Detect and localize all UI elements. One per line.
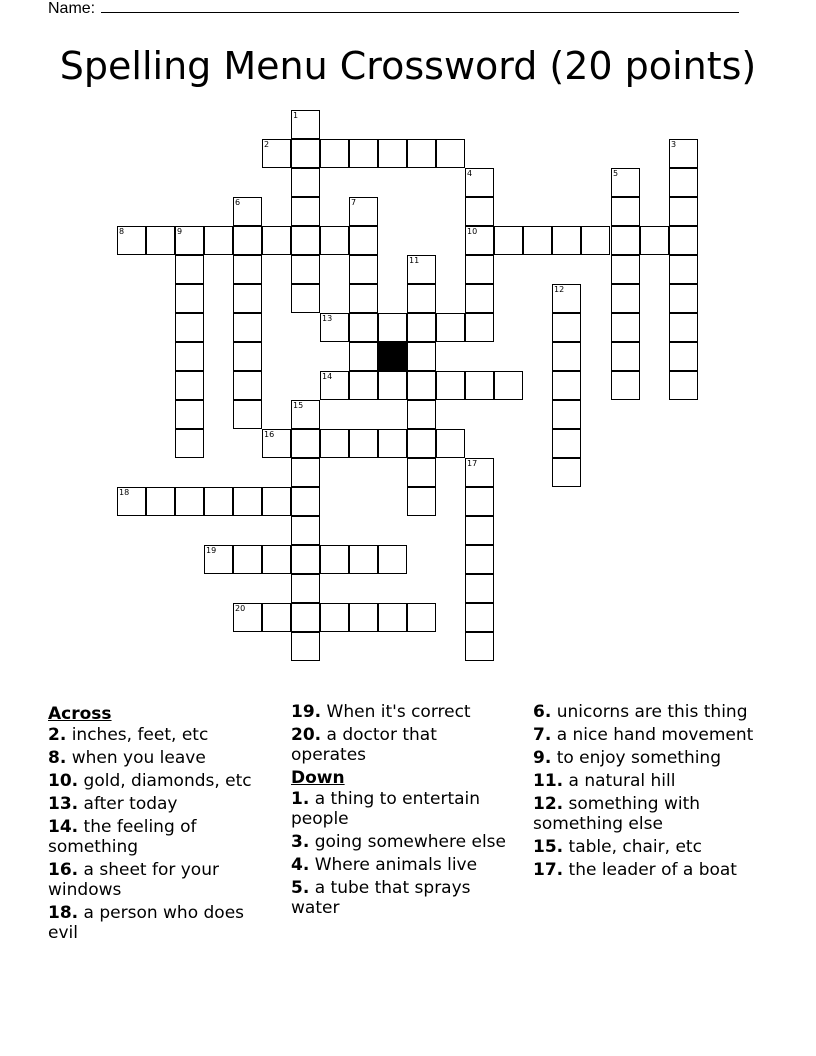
crossword-cell[interactable]	[233, 400, 262, 429]
crossword-cell[interactable]	[465, 487, 494, 516]
crossword-cell[interactable]	[611, 226, 640, 255]
crossword-cell[interactable]	[175, 342, 204, 371]
clue-across-14: 14. the feeling of something	[48, 817, 197, 857]
crossword-cell[interactable]	[407, 487, 436, 516]
crossword-cell[interactable]	[611, 342, 640, 371]
crossword-cell[interactable]	[262, 226, 291, 255]
crossword-cell[interactable]	[465, 255, 494, 284]
black-cell	[378, 342, 407, 371]
crossword-cell[interactable]	[320, 429, 349, 458]
crossword-cell[interactable]	[465, 632, 494, 661]
crossword-cell[interactable]	[204, 487, 233, 516]
crossword-cell[interactable]	[233, 342, 262, 371]
crossword-cell[interactable]	[611, 168, 640, 197]
crossword-cell[interactable]	[291, 574, 320, 603]
cell-number: 16	[264, 430, 275, 439]
crossword-cell[interactable]	[233, 371, 262, 400]
crossword-cell[interactable]	[262, 139, 291, 168]
crossword-cell[interactable]	[204, 545, 233, 574]
cell-number: 19	[206, 546, 217, 555]
clue-down-7: 7. a nice hand movement	[533, 725, 754, 745]
crossword-cell[interactable]	[117, 226, 146, 255]
crossword-cell[interactable]	[175, 487, 204, 516]
cell-number: 6	[235, 198, 241, 207]
cell-number: 9	[177, 227, 183, 236]
cell-number: 3	[671, 140, 677, 149]
crossword-cell[interactable]	[349, 371, 378, 400]
clue-down-1: 1. a thing to entertain people	[291, 789, 481, 829]
crossword-cell[interactable]	[320, 545, 349, 574]
crossword-cell[interactable]	[291, 400, 320, 429]
cell-number: 2	[264, 140, 270, 149]
crossword-cell[interactable]	[175, 255, 204, 284]
crossword-cell[interactable]	[291, 516, 320, 545]
crossword-cell[interactable]	[291, 487, 320, 516]
crossword-cell[interactable]	[465, 197, 494, 226]
clue-down-12: 12. something with something else	[533, 794, 701, 834]
crossword-cell[interactable]	[494, 226, 523, 255]
clue-down-17: 17. the leader of a boat	[533, 860, 737, 880]
crossword-cell[interactable]	[349, 545, 378, 574]
cell-number: 5	[613, 169, 619, 178]
crossword-cell[interactable]	[465, 226, 494, 255]
crossword-cell[interactable]	[291, 458, 320, 487]
cell-number: 17	[467, 459, 478, 468]
crossword-cell[interactable]	[291, 139, 320, 168]
crossword-cell[interactable]	[320, 313, 349, 342]
crossword-cell[interactable]	[494, 371, 523, 400]
crossword-cell[interactable]	[320, 226, 349, 255]
crossword-cell[interactable]	[436, 139, 465, 168]
crossword-cell[interactable]	[378, 545, 407, 574]
crossword-cell[interactable]	[378, 313, 407, 342]
crossword-cell[interactable]	[204, 226, 233, 255]
crossword-cell[interactable]	[611, 313, 640, 342]
crossword-cell[interactable]	[262, 603, 291, 632]
crossword-cell[interactable]	[669, 226, 698, 255]
cell-number: 4	[467, 169, 473, 178]
name-field[interactable]	[48, 0, 739, 18]
crossword-cell[interactable]	[320, 139, 349, 168]
cell-number: 7	[351, 198, 357, 207]
crossword-cell[interactable]	[465, 545, 494, 574]
crossword-cell[interactable]	[669, 168, 698, 197]
crossword-cell[interactable]	[436, 313, 465, 342]
clue-down-5: 5. a tube that sprays water	[291, 878, 471, 918]
crossword-cell[interactable]	[349, 429, 378, 458]
crossword-cell[interactable]	[465, 168, 494, 197]
clue-across-20: 20. a doctor that operates	[291, 725, 437, 765]
crossword-cell[interactable]	[552, 284, 581, 313]
crossword-cell[interactable]	[349, 197, 378, 226]
clue-down-9: 9. to enjoy something	[533, 748, 722, 768]
crossword-cell[interactable]	[175, 226, 204, 255]
crossword-cell[interactable]	[611, 284, 640, 313]
crossword-cell[interactable]	[233, 255, 262, 284]
crossword-cell[interactable]	[320, 371, 349, 400]
crossword-cell[interactable]	[465, 516, 494, 545]
crossword-cell[interactable]	[611, 255, 640, 284]
crossword-cell[interactable]	[523, 226, 552, 255]
clue-across-18: 18. a person who does evil	[48, 903, 245, 943]
clue-down-4: 4. Where animals live	[291, 855, 478, 875]
crossword-cell[interactable]	[669, 255, 698, 284]
crossword-cell[interactable]	[233, 487, 262, 516]
cell-number: 11	[409, 256, 420, 265]
crossword-cell[interactable]	[407, 342, 436, 371]
cell-number: 20	[235, 604, 246, 613]
crossword-cell[interactable]	[349, 603, 378, 632]
clue-across-13: 13. after today	[48, 794, 178, 814]
crossword-cell[interactable]	[291, 255, 320, 284]
crossword-cell[interactable]	[465, 284, 494, 313]
crossword-cell[interactable]	[407, 284, 436, 313]
cell-number: 12	[554, 285, 565, 294]
crossword-cell[interactable]	[233, 197, 262, 226]
crossword-cell[interactable]	[291, 197, 320, 226]
crossword-cell[interactable]	[407, 371, 436, 400]
cell-number: 13	[322, 314, 333, 323]
crossword-cell[interactable]	[465, 603, 494, 632]
crossword-cell[interactable]	[640, 226, 669, 255]
clue-across-8: 8. when you leave	[48, 748, 206, 768]
crossword-cell[interactable]	[262, 545, 291, 574]
crossword-cell[interactable]	[146, 226, 175, 255]
cell-number: 15	[293, 401, 304, 410]
crossword-cell[interactable]	[407, 255, 436, 284]
crossword-cell[interactable]	[349, 255, 378, 284]
crossword-cell[interactable]	[378, 371, 407, 400]
crossword-cell[interactable]	[233, 545, 262, 574]
crossword-cell[interactable]	[175, 429, 204, 458]
crossword-cell[interactable]	[407, 400, 436, 429]
crossword-cell[interactable]	[378, 603, 407, 632]
crossword-cell[interactable]	[552, 342, 581, 371]
crossword-cell[interactable]	[349, 139, 378, 168]
crossword-cell[interactable]	[291, 110, 320, 139]
crossword-cell[interactable]	[611, 197, 640, 226]
crossword-cell[interactable]	[320, 603, 349, 632]
crossword-cell[interactable]	[291, 284, 320, 313]
crossword-cell[interactable]	[552, 226, 581, 255]
crossword-cell[interactable]	[581, 226, 610, 255]
crossword-cell[interactable]	[552, 371, 581, 400]
name-label: Name:	[48, 0, 96, 17]
cell-number: 1	[293, 111, 299, 120]
crossword-cell[interactable]	[262, 487, 291, 516]
crossword-cell[interactable]	[233, 603, 262, 632]
clue-down-6: 6. unicorns are this thing	[533, 702, 748, 722]
crossword-cell[interactable]	[291, 168, 320, 197]
crossword-cell[interactable]	[552, 400, 581, 429]
crossword-cell[interactable]	[552, 313, 581, 342]
crossword-cell[interactable]	[669, 139, 698, 168]
crossword-cell[interactable]	[262, 429, 291, 458]
crossword-cell[interactable]	[465, 371, 494, 400]
clues-column-1	[48, 702, 273, 946]
crossword-cell[interactable]	[465, 458, 494, 487]
crossword-cell[interactable]	[407, 313, 436, 342]
crossword-cell[interactable]	[611, 371, 640, 400]
clues-column-3	[533, 702, 768, 883]
cell-number: 14	[322, 372, 333, 381]
cell-number: 10	[467, 227, 478, 236]
clues-column-2	[291, 702, 516, 921]
crossword-cell[interactable]	[436, 371, 465, 400]
crossword-cell[interactable]	[669, 313, 698, 342]
crossword-cell[interactable]	[465, 574, 494, 603]
down-heading: Down	[291, 768, 345, 788]
crossword-cell[interactable]	[669, 371, 698, 400]
crossword-cell[interactable]	[291, 603, 320, 632]
clue-down-11: 11. a natural hill	[533, 771, 676, 791]
crossword-cell[interactable]	[175, 284, 204, 313]
crossword-cell[interactable]	[175, 371, 204, 400]
clue-down-15: 15. table, chair, etc	[533, 837, 702, 857]
crossword-cell[interactable]	[669, 284, 698, 313]
crossword-cell[interactable]	[669, 197, 698, 226]
crossword-cell[interactable]	[175, 313, 204, 342]
crossword-cell[interactable]	[349, 342, 378, 371]
crossword-cell[interactable]	[291, 545, 320, 574]
clue-across-16: 16. a sheet for your windows	[48, 860, 219, 900]
name-blank-line[interactable]	[101, 0, 739, 13]
crossword-cell[interactable]	[117, 487, 146, 516]
crossword-cell[interactable]	[233, 284, 262, 313]
crossword-cell[interactable]	[349, 313, 378, 342]
crossword-cell[interactable]	[291, 226, 320, 255]
crossword-cell[interactable]	[146, 487, 175, 516]
crossword-cell[interactable]	[407, 458, 436, 487]
crossword-cell[interactable]	[552, 458, 581, 487]
crossword-cell[interactable]	[291, 632, 320, 661]
clue-down-3: 3. going somewhere else	[291, 832, 506, 852]
crossword-cell[interactable]	[552, 429, 581, 458]
crossword-cell[interactable]	[349, 226, 378, 255]
crossword-cell[interactable]	[378, 429, 407, 458]
crossword-cell[interactable]	[407, 139, 436, 168]
crossword-cell[interactable]	[378, 139, 407, 168]
crossword-cell[interactable]	[436, 429, 465, 458]
crossword-cell[interactable]	[233, 226, 262, 255]
crossword-cell[interactable]	[407, 603, 436, 632]
crossword-cell[interactable]	[465, 313, 494, 342]
crossword-cell[interactable]	[349, 284, 378, 313]
cell-number: 8	[119, 227, 125, 236]
crossword-cell[interactable]	[291, 429, 320, 458]
clue-across-19: 19. When it's correct	[291, 702, 471, 722]
crossword-cell[interactable]	[407, 429, 436, 458]
clue-across-10: 10. gold, diamonds, etc	[48, 771, 252, 791]
across-heading: Across	[48, 704, 112, 724]
cell-number: 18	[119, 488, 130, 497]
clue-across-2: 2. inches, feet, etc	[48, 725, 209, 745]
page-title: Spelling Menu Crossword (20 points)	[59, 44, 757, 88]
crossword-cell[interactable]	[669, 342, 698, 371]
crossword-cell[interactable]	[175, 400, 204, 429]
crossword-cell[interactable]	[233, 313, 262, 342]
